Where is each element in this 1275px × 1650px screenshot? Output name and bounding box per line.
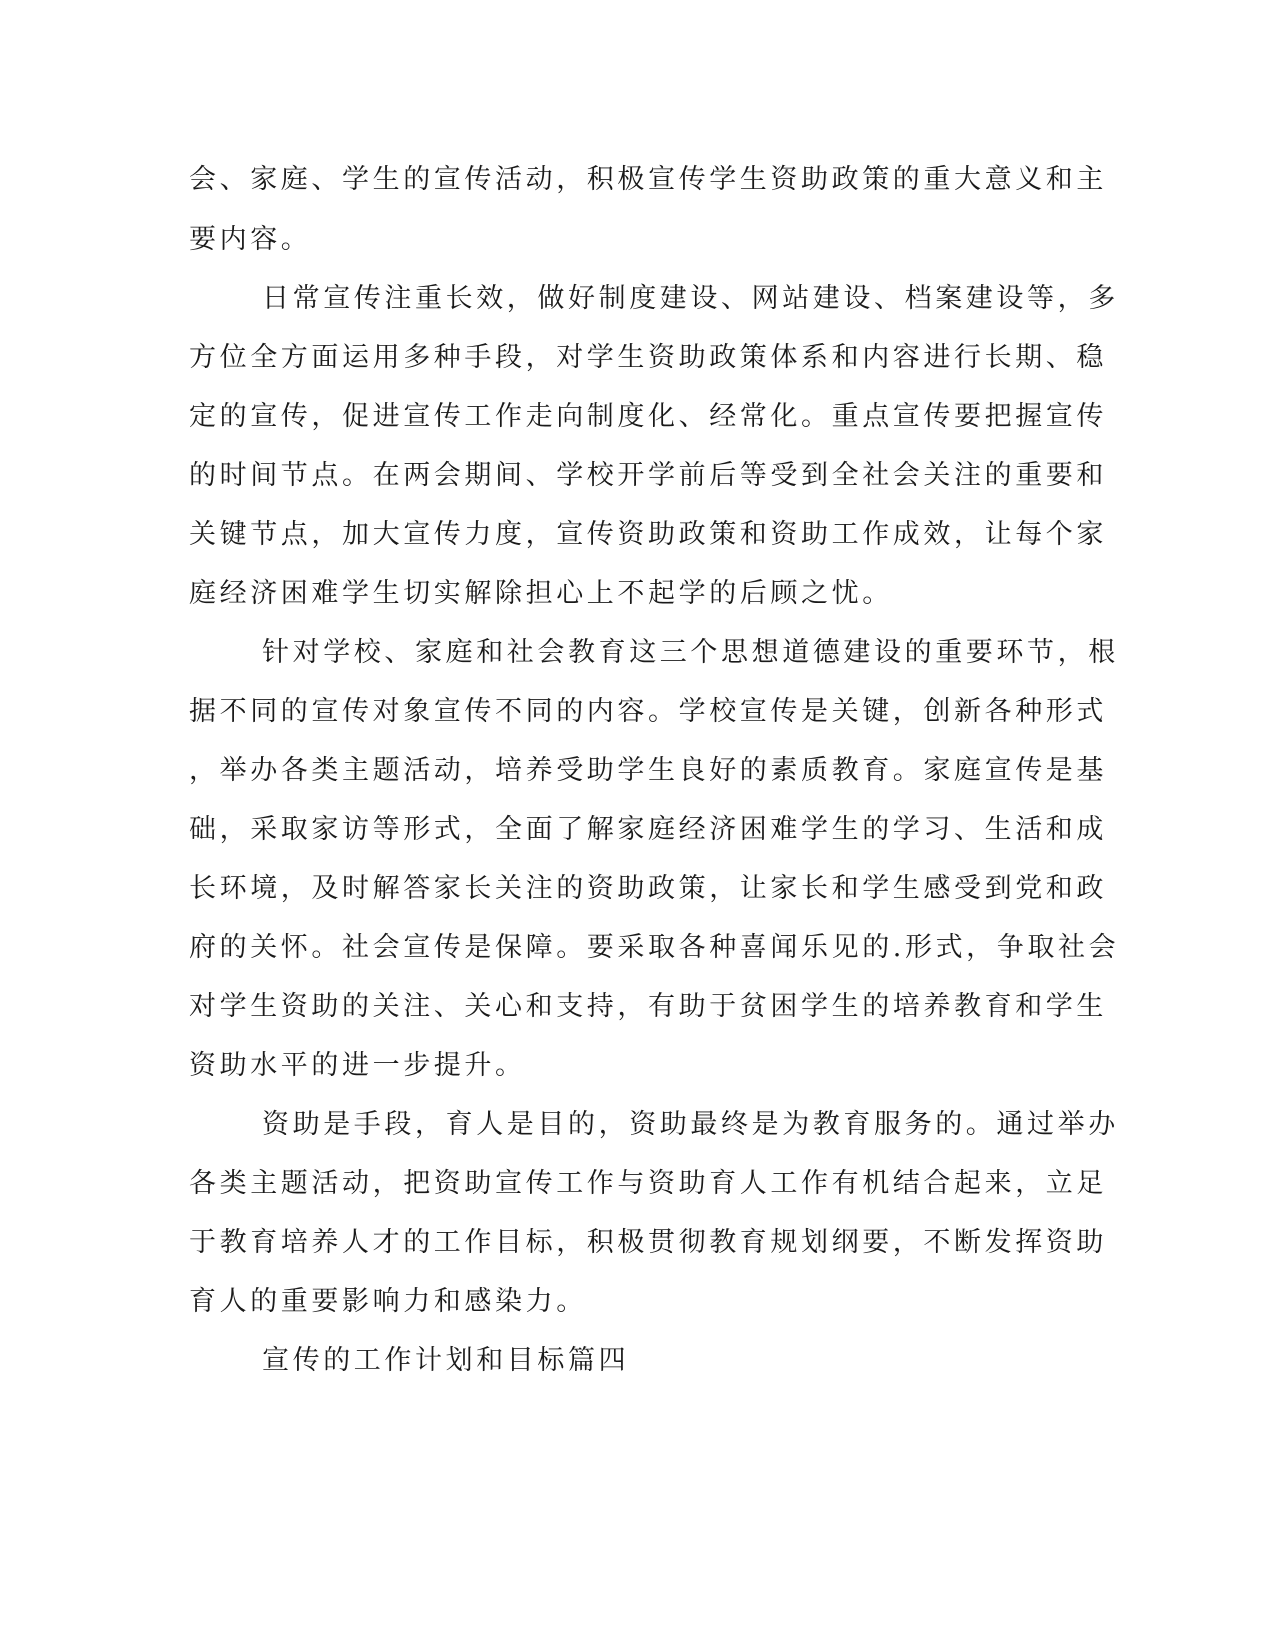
text-line: 对学生资助的关注、关心和支持，有助于贫困学生的培养教育和学生 — [189, 991, 1107, 1022]
text-line: 府的关怀。社会宣传是保障。要采取各种喜闻乐见的.形式，争取社会 — [189, 932, 1120, 963]
text-line: 会、家庭、学生的宣传活动，积极宣传学生资助政策的重大意义和主 — [189, 164, 1107, 195]
text-line: 础，采取家访等形式，全面了解家庭经济困难学生的学习、生活和成 — [189, 814, 1107, 845]
text-line: 定的宣传，促进宣传工作走向制度化、经常化。重点宣传要把握宣传 — [189, 401, 1107, 432]
text-line: 各类主题活动，把资助宣传工作与资助育人工作有机结合起来，立足 — [189, 1168, 1107, 1199]
text-line: 据不同的宣传对象宣传不同的内容。学校宣传是关键，创新各种形式 — [189, 696, 1107, 727]
paragraph-first-line: 针对学校、家庭和社会教育这三个思想道德建设的重要环节，根 — [262, 637, 1119, 668]
text-line: 关键节点，加大宣传力度，宣传资助政策和资助工作成效，让每个家 — [189, 519, 1107, 550]
paragraph-first-line: 日常宣传注重长效，做好制度建设、网站建设、档案建设等，多 — [262, 283, 1119, 314]
section-heading: 宣传的工作计划和目标篇四 — [262, 1345, 630, 1376]
text-line: 方位全方面运用多种手段，对学生资助政策体系和内容进行长期、稳 — [189, 342, 1107, 373]
text-line: 庭经济困难学生切实解除担心上不起学的后顾之忧。 — [189, 578, 893, 609]
text-line: 育人的重要影响力和感染力。 — [189, 1286, 587, 1317]
text-line: 资助水平的进一步提升。 — [189, 1050, 526, 1081]
paragraph-first-line: 资助是手段，育人是目的，资助最终是为教育服务的。通过举办 — [262, 1109, 1119, 1140]
text-line: 要内容。 — [189, 224, 312, 255]
text-line: ，举办各类主题活动，培养受助学生良好的素质教育。家庭宣传是基 — [189, 755, 1107, 786]
text-line: 的时间节点。在两会期间、学校开学前后等受到全社会关注的重要和 — [189, 460, 1107, 491]
text-line: 长环境，及时解答家长关注的资助政策，让家长和学生感受到党和政 — [189, 873, 1107, 904]
text-line: 于教育培养人才的工作目标，积极贯彻教育规划纲要，不断发挥资助 — [189, 1227, 1107, 1258]
